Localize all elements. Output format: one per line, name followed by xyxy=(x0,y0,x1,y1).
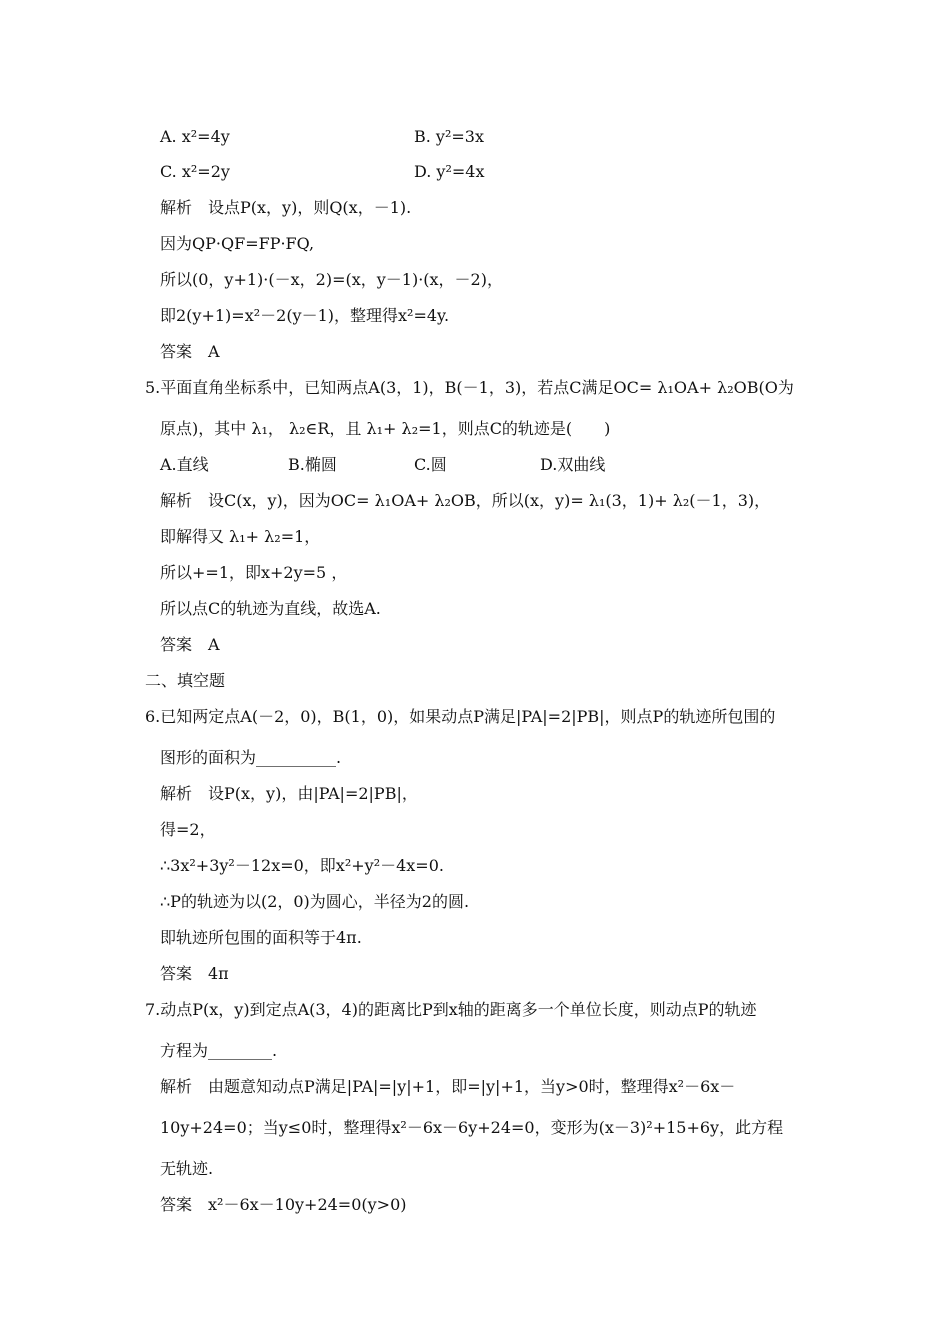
q7-analysis-line: 无轨迹. xyxy=(160,1159,214,1178)
q4-option-b: B. y²=3x xyxy=(414,127,484,146)
q4-analysis-line: 因为QP·QF=FP·FQ, xyxy=(160,234,315,253)
q7-analysis-line: 解析 由题意知动点P满足|PA|=|y|+1，即=|y|+1，当y>0时，整理得x²－6x－ xyxy=(160,1077,736,1096)
q5-option-b: B.椭圆 xyxy=(288,455,337,474)
q6-analysis-line: 即轨迹所包围的面积等于4π. xyxy=(160,928,362,947)
q5-analysis-line: 所以+=1，即x+2y=5 ， xyxy=(160,563,348,582)
q7-analysis-line: 10y+24=0；当y≤0时，整理得x²－6x－6y+24=0，变形为(x－3)²+15+6y，此方程 xyxy=(160,1118,784,1137)
q6-answer: 答案 4π xyxy=(160,964,229,983)
section-heading: 二、填空题 xyxy=(145,671,226,690)
q5-analysis-line: 即解得又 λ₁+ λ₂=1， xyxy=(160,527,321,546)
q4-analysis-line: 所以(0，y+1)·(－x，2)=(x，y－1)·(x，－2)， xyxy=(160,270,503,289)
q4-analysis-line: 解析 设点P(x，y)，则Q(x，－1). xyxy=(160,198,412,217)
q4-answer: 答案 A xyxy=(160,342,220,361)
q4-analysis-line: 即2(y+1)=x²－2(y－1)，整理得x²=4y. xyxy=(160,306,450,325)
q7-stem-line: 7.动点P(x，y)到定点A(3，4)的距离比P到x轴的距离多一个单位长度，则动点P的轨迹 xyxy=(145,1000,757,1019)
q7-answer: 答案 x²－6x－10y+24=0(y>0) xyxy=(160,1195,407,1214)
q4-option-c: C. x²=2y xyxy=(160,162,230,181)
q7-stem-line: 方程为________. xyxy=(160,1041,278,1060)
q6-analysis-line: ∴3x²+3y²－12x=0，即x²+y²－4x=0. xyxy=(160,856,444,875)
q5-option-c: C.圆 xyxy=(414,455,447,474)
q5-analysis-line: 解析 设C(x，y)，因为OC= λ₁OA+ λ₂OB，所以(x，y)= λ₁(3，1)+ λ₂(－1，3)， xyxy=(160,491,771,510)
q6-analysis-line: 解析 设P(x，y)，由|PA|=2|PB|， xyxy=(160,784,418,803)
q6-analysis-line: ∴P的轨迹为以(2，0)为圆心，半径为2的圆. xyxy=(160,892,470,911)
q5-analysis-line: 所以点C的轨迹为直线，故选A. xyxy=(160,599,381,618)
q4-option-a: A. x²=4y xyxy=(160,127,230,146)
q4-option-d: D. y²=4x xyxy=(414,162,485,181)
q6-stem-line: 6.已知两定点A(－2，0)，B(1，0)，如果动点P满足|PA|=2|PB|，则点P的轨迹所包围的 xyxy=(145,707,776,726)
q6-analysis-line: 得=2， xyxy=(160,820,216,839)
q6-stem-line: 图形的面积为__________. xyxy=(160,748,342,767)
q5-stem-line: 5.平面直角坐标系中，已知两点A(3，1)，B(－1，3)，若点C满足OC= λ₁OA+ λ₂OB(O为 xyxy=(145,378,794,397)
q5-answer: 答案 A xyxy=(160,635,220,654)
q5-stem-line: 原点)，其中 λ₁， λ₂∈R，且 λ₁+ λ₂=1，则点C的轨迹是( ) xyxy=(160,419,611,438)
q5-option-a: A.直线 xyxy=(160,455,209,474)
q5-option-d: D.双曲线 xyxy=(540,455,606,474)
